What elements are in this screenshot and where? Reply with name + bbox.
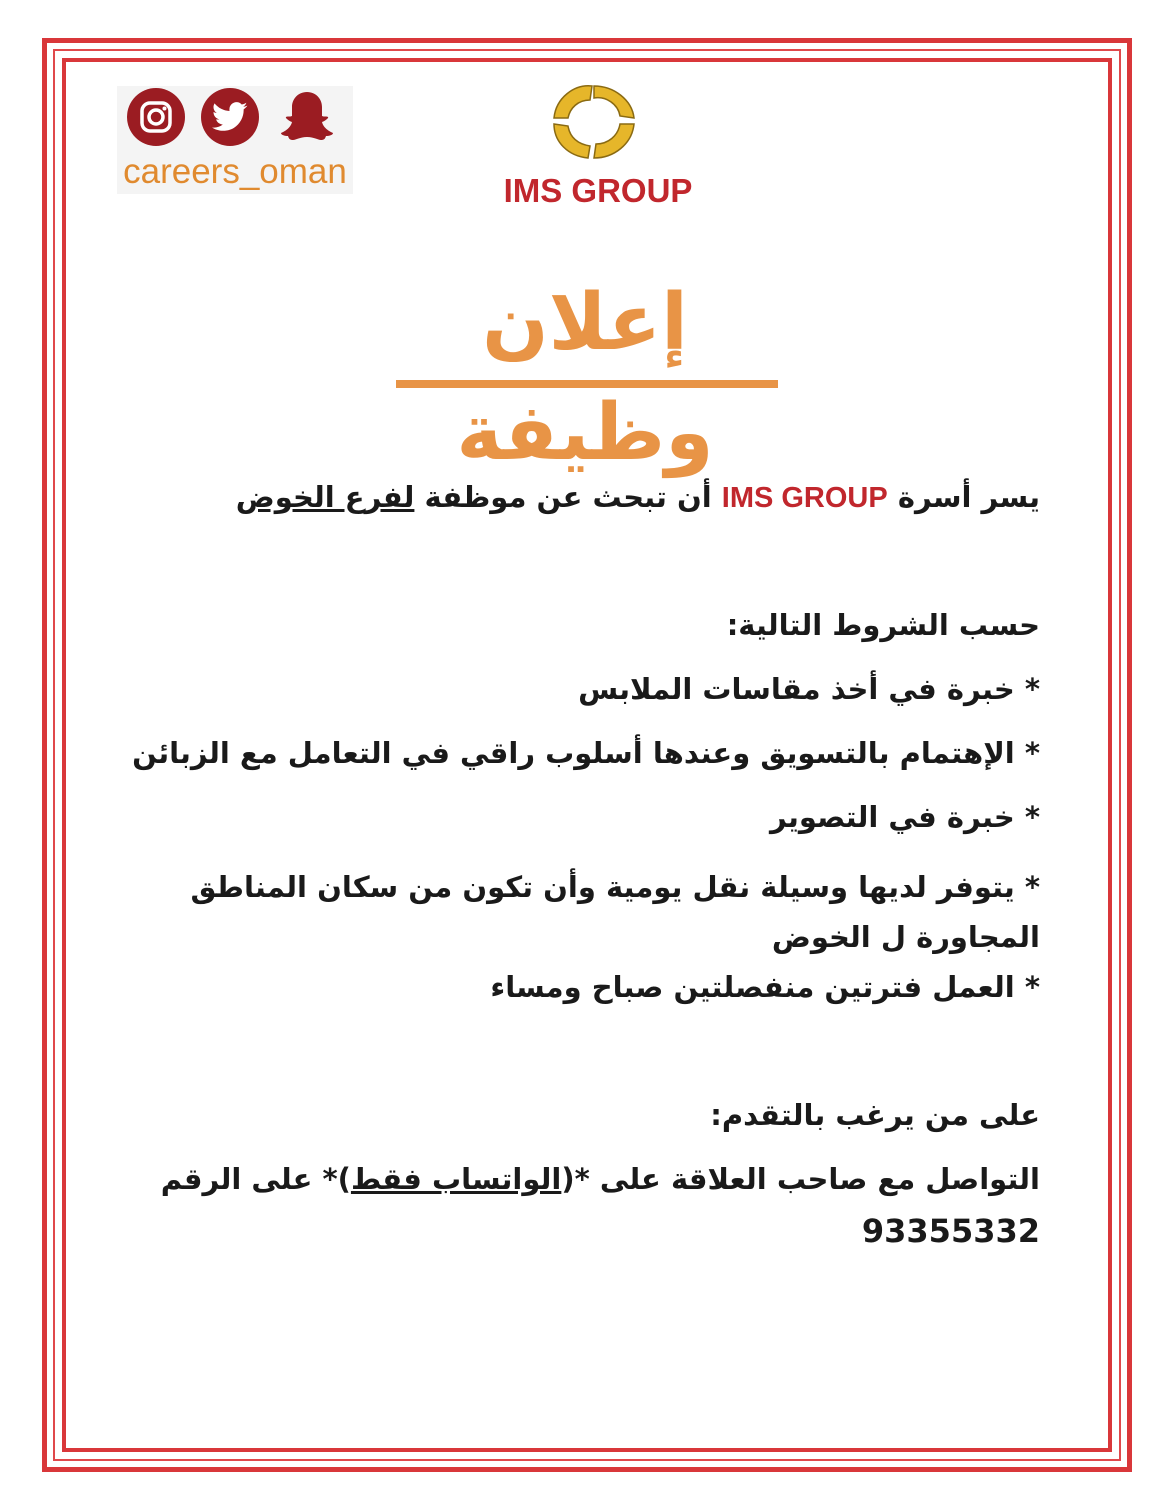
company-name: IMS GROUP (503, 172, 693, 209)
ims-logo-icon (548, 80, 640, 162)
intro-pre: يسر أسرة (897, 480, 1040, 514)
social-handle: careers_oman (123, 152, 347, 191)
snapchat-icon (275, 88, 339, 146)
instagram-icon (127, 88, 185, 146)
apply-channel: الواتساب فقط (350, 1162, 562, 1196)
intro-branch: لفرع الخوض (235, 480, 415, 514)
phone-number: 93355332 (861, 1212, 1040, 1250)
condition-item: * العمل فترتين منفصلتين صباح ومساء (490, 970, 1040, 1004)
condition-item: * يتوفر لديها وسيلة نقل يومية وأن تكون من سكان المناطق المجاورة ل الخوض (190, 870, 1040, 954)
intro-line (130, 480, 1040, 515)
conditions-heading: حسب الشروط التالية: (726, 608, 1040, 642)
intro-mid: أن تبحث عن موظفة (424, 480, 712, 514)
twitter-icon (201, 88, 259, 146)
condition-item: * الإهتمام بالتسويق وعندها أسلوب راقي في التعامل مع الزبائن (132, 736, 1040, 770)
apply-line (130, 1162, 1040, 1196)
apply-heading: على من يرغب بالتقدم: (710, 1098, 1040, 1132)
page-title: إعلان وظيفة (456, 278, 714, 478)
intro-company: IMS GROUP (721, 482, 888, 514)
social-badge (117, 86, 353, 194)
apply-pre: التواصل مع صاحب العلاقة على *( (561, 1162, 1040, 1196)
condition-item: * خبرة في التصوير (769, 800, 1040, 834)
condition-item: * خبرة في أخذ مقاسات الملابس (578, 672, 1040, 706)
title-underline (396, 380, 778, 388)
apply-post: )* على الرقم (160, 1162, 351, 1196)
